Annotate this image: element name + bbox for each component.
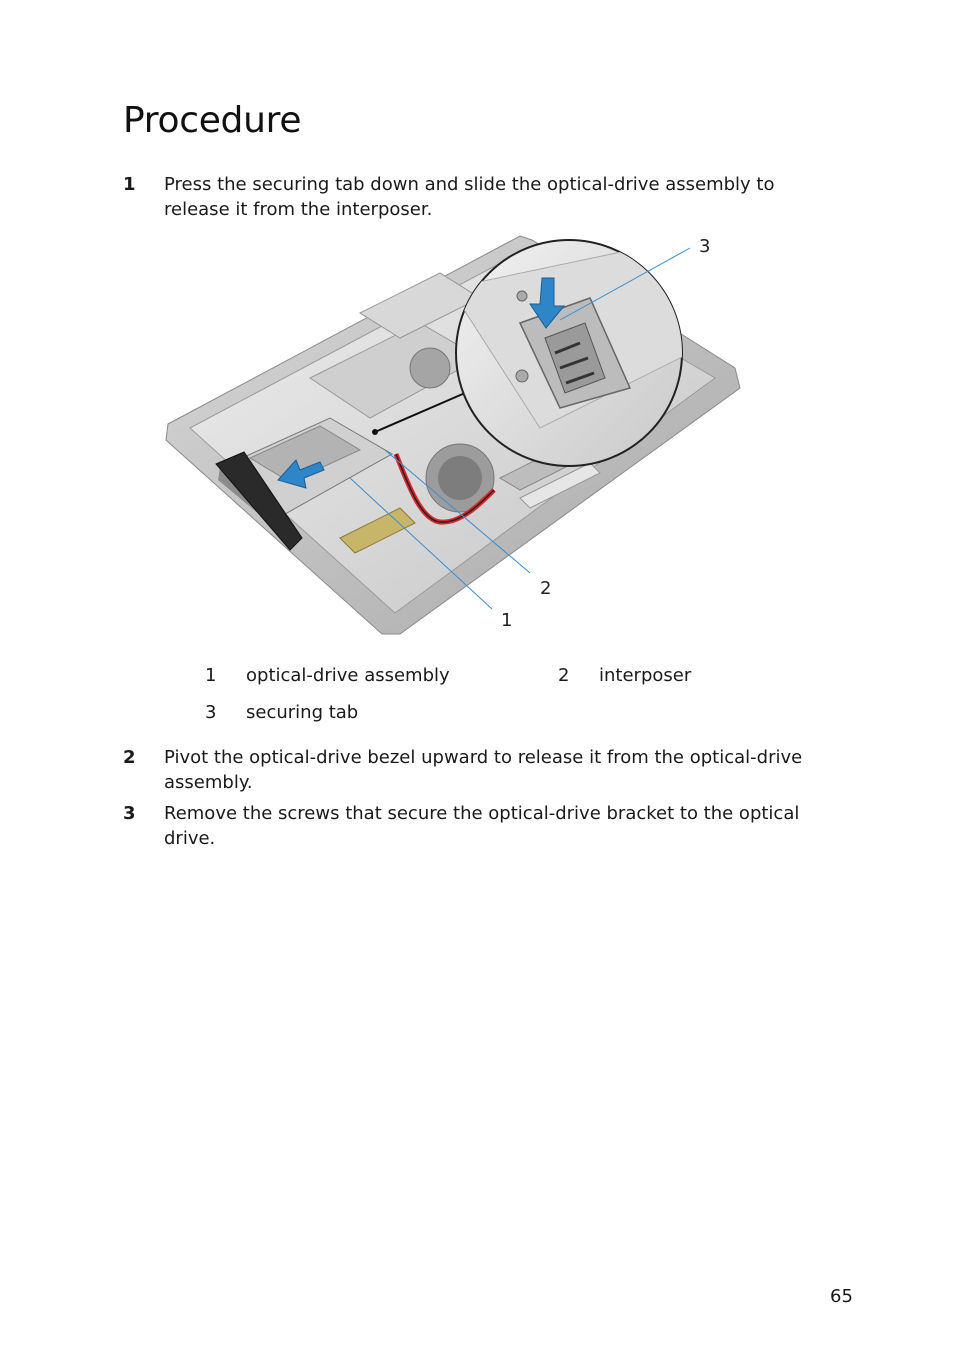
page-number: 65 [830, 1286, 853, 1307]
legend-label: securing tab [246, 702, 359, 723]
step-text: Remove the screws that secure the optical-drive bracket to the optical drive. [164, 803, 800, 849]
legend-row [205, 665, 765, 702]
step-number: 3 [123, 803, 136, 824]
page-title: Procedure [123, 100, 302, 141]
step-number: 2 [123, 747, 136, 768]
zoom-pointer-dot [372, 429, 378, 435]
illustration-svg [160, 228, 760, 648]
step-text: Press the securing tab down and slide the optical-drive assembly to release it from the interposer. [164, 174, 775, 220]
legend-number: 3 [205, 702, 217, 723]
legend-number: 1 [205, 665, 217, 686]
legend-label: interposer [599, 665, 692, 686]
callout-3: 3 [699, 236, 711, 257]
legend-row [205, 702, 765, 739]
legend-label: optical-drive assembly [246, 665, 450, 686]
legend-number: 2 [558, 665, 570, 686]
optical-drive-removal-illustration [160, 228, 760, 648]
callout-2: 2 [540, 578, 552, 599]
callout-1: 1 [501, 610, 513, 631]
figure-legend [205, 665, 765, 739]
step-number: 1 [123, 174, 136, 195]
step-text: Pivot the optical-drive bezel upward to release it from the optical-drive assembly. [164, 747, 803, 793]
